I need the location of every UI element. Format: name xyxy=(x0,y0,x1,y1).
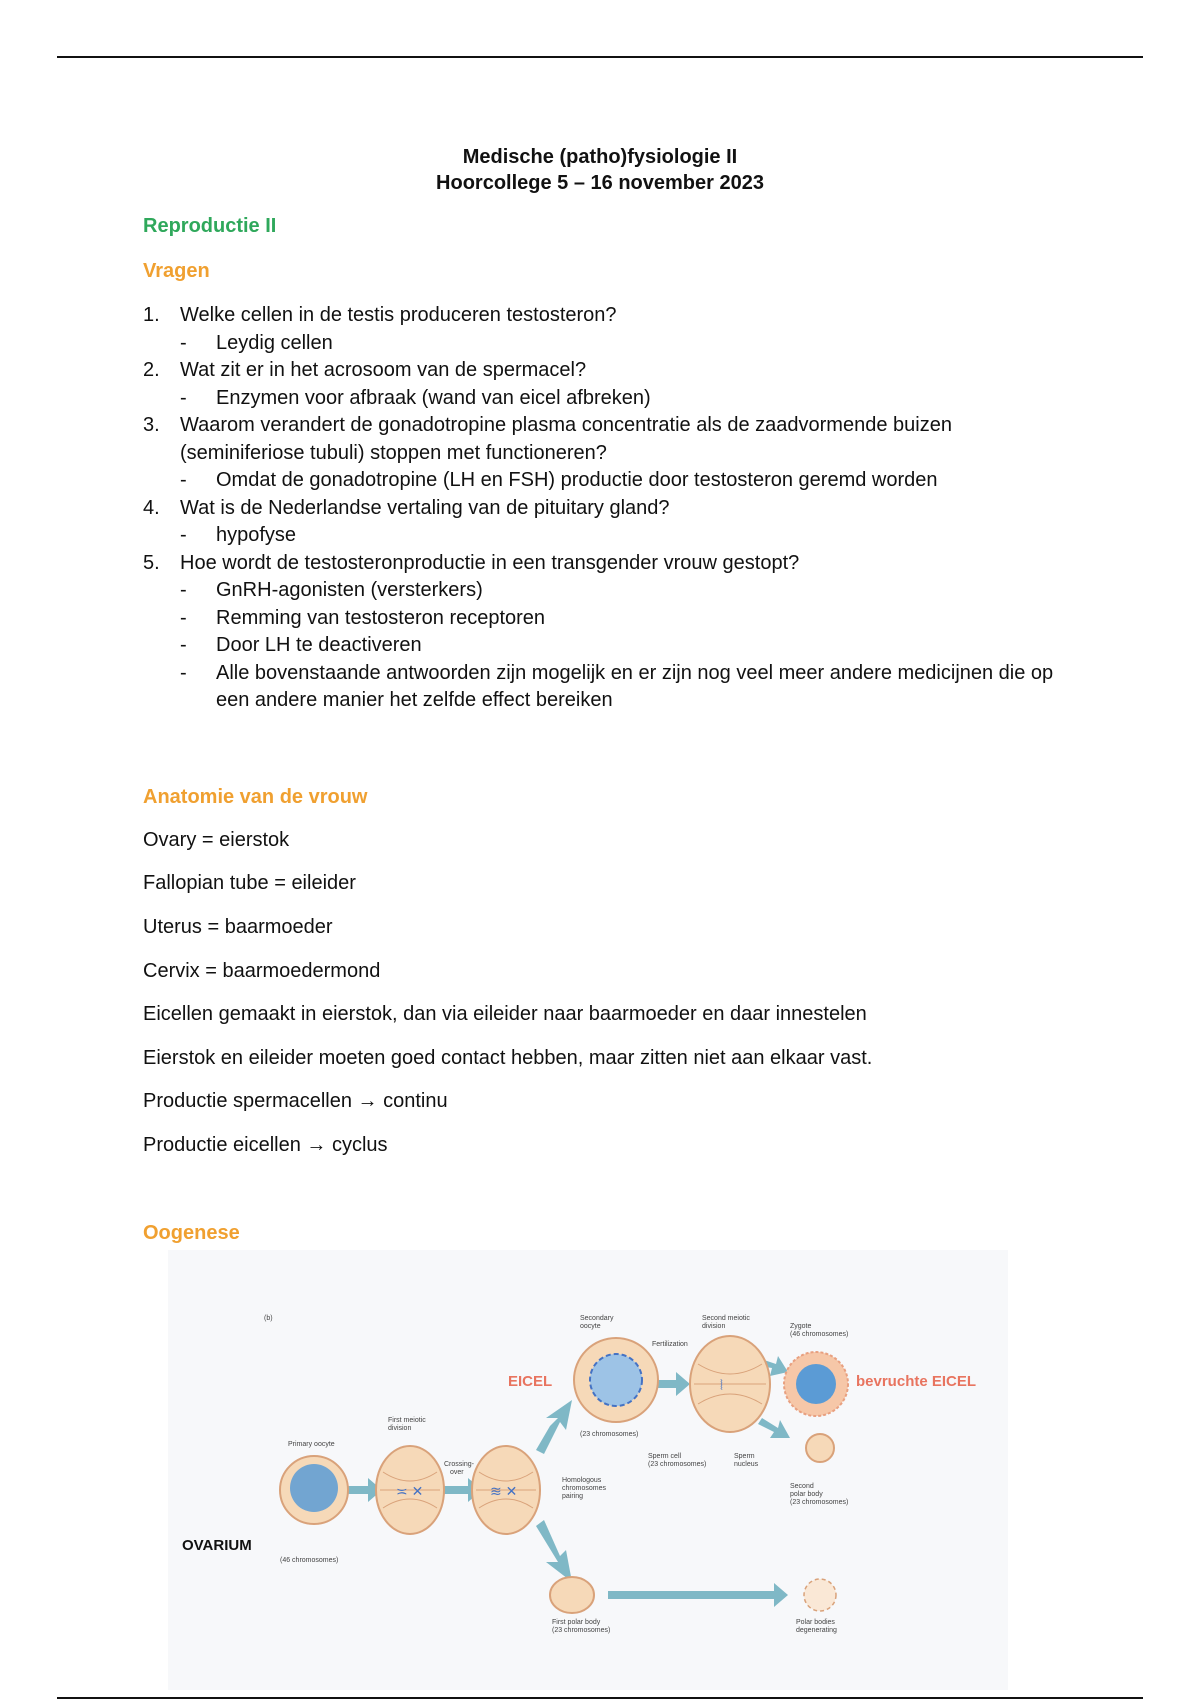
question-text: Waarom verandert de gonadotropine plasma concentratie als de zaadvormende buizen (seminiferiose tubuli) stoppen met functioneren? xyxy=(180,414,952,464)
answer-bullet: - xyxy=(180,634,187,656)
second-polar-label-2: polar body xyxy=(790,1491,823,1498)
answer-text: hypofyse xyxy=(216,524,297,546)
primary-oocyte-nucleus xyxy=(290,1464,338,1512)
first-polar-label-2: (23 chromosomes) xyxy=(552,1627,611,1634)
answer-text: Leydig cellen xyxy=(216,331,333,354)
title-line-1: Medische (patho)fysiologie II xyxy=(462,146,738,168)
sperm-cell-label-2: (23 chromosomes) xyxy=(648,1461,707,1468)
homologous-label-1: Homologous xyxy=(562,1477,602,1484)
answer-bullet: - xyxy=(180,386,187,409)
anatomy-line: Cervix = baarmoedermond xyxy=(143,960,381,982)
chromosomes-1: ≍ ✕ xyxy=(396,1483,424,1499)
anatomy-line: Eierstok en eileider moeten goed contact hebben, maar zitten niet aan elkaar vast. xyxy=(143,1047,873,1069)
answer-item xyxy=(143,330,1063,358)
answer-bullet: - xyxy=(180,469,187,491)
second-polar-body xyxy=(806,1434,834,1462)
question-text: Wat is de Nederlandse vertaling van de pituitary gland? xyxy=(180,496,670,519)
sperm-cell-label-1: Sperm cell xyxy=(648,1453,682,1460)
anatomy-line: Uterus = baarmoeder xyxy=(143,916,333,938)
zygote-label-2: (46 chromosomes) xyxy=(790,1331,849,1338)
question-number: 2. xyxy=(143,359,160,381)
second-meiotic-label-2: division xyxy=(702,1323,726,1330)
question-number: 3. xyxy=(143,414,160,436)
question-number: 5. xyxy=(143,551,160,574)
question-item xyxy=(143,357,1063,385)
answer-bullet: - xyxy=(180,606,187,629)
answer-text: GnRH-agonisten (versterkers) xyxy=(216,579,483,601)
answer-text: Enzymen voor afbraak (wand van eicel afbreken) xyxy=(216,386,651,409)
question-text: Wat zit er in het acrosoom van de spermacel? xyxy=(180,359,587,381)
answer-text: Alle bovenstaande antwoorden zijn mogelijk en er zijn nog veel meer andere medicijnen die op een andere manier het zelfde effect bereiken xyxy=(216,661,1054,711)
section-heading-oogenese: Oogenese xyxy=(143,1222,240,1244)
crossing-label-2: over xyxy=(450,1469,464,1476)
answer-text: Remming van testosteron receptoren xyxy=(216,606,546,629)
secondary-oocyte-nucleus xyxy=(590,1354,642,1406)
question-item xyxy=(143,412,1063,467)
question-number: 4. xyxy=(143,496,160,519)
chromosomes-2: ≋ ✕ xyxy=(490,1483,518,1499)
question-item xyxy=(143,302,1063,330)
answer-text: Omdat de gonadotropine (LH en FSH) productie door testosteron geremd worden xyxy=(216,469,938,491)
answer-text: Door LH te deactiveren xyxy=(216,634,422,656)
crossing-label-1: Crossing- xyxy=(444,1461,474,1468)
answer-item xyxy=(143,632,1063,660)
primary-oocyte-label: Primary oocyte xyxy=(288,1441,335,1448)
question-number: 1. xyxy=(143,304,160,326)
answer-bullet: - xyxy=(180,579,187,601)
second-polar-label-3: (23 chromosomes) xyxy=(790,1499,849,1506)
question-text: Hoe wordt de testosteronproductie in een transgender vrouw gestopt? xyxy=(180,551,800,574)
question-text: Welke cellen in de testis produceren testosteron? xyxy=(180,304,617,326)
anatomy-line: Fallopian tube = eileider xyxy=(143,872,356,894)
answer-bullet: - xyxy=(180,331,187,354)
oogenesis-svg xyxy=(168,1250,1008,1690)
sperm-nucleus-label-2: nucleus xyxy=(734,1461,759,1468)
answer-item xyxy=(143,467,1063,495)
first-polar-label-1: First polar body xyxy=(552,1619,601,1626)
secondary-chromo-label: (23 chromosomes) xyxy=(580,1431,639,1438)
homologous-label-3: pairing xyxy=(562,1493,584,1500)
answer-item xyxy=(143,522,1063,550)
answer-item xyxy=(143,660,1063,715)
eicel-label: EICEL xyxy=(508,1373,553,1390)
polar-deg-label-1: Polar bodies xyxy=(796,1619,835,1626)
chromo46-label: (46 chromosomes) xyxy=(280,1557,339,1564)
ovarium-label: OVARIUM xyxy=(182,1537,252,1554)
answer-item xyxy=(143,577,1063,605)
chromosomes-3: ⦚ xyxy=(720,1377,723,1393)
section-heading-vragen: Vragen xyxy=(143,260,210,282)
anatomy-line: Productie spermacellen → continu xyxy=(143,1090,448,1112)
secondary-label-1: Secondary xyxy=(580,1315,614,1322)
panel-label: (b) xyxy=(264,1315,273,1322)
homologous-label-2: chromosomes xyxy=(562,1485,606,1492)
secondary-label-2: oocyte xyxy=(580,1323,601,1330)
polar-bodies-degenerating xyxy=(804,1579,836,1611)
section-heading-anatomie: Anatomie van de vrouw xyxy=(143,786,368,808)
bevruchte-eicel-label: bevruchte EICEL xyxy=(856,1373,977,1390)
answer-bullet: - xyxy=(180,661,187,684)
answer-item xyxy=(143,605,1063,633)
section-heading-reproductie: Reproductie II xyxy=(143,215,277,237)
second-polar-label-1: Second xyxy=(790,1483,814,1490)
question-item xyxy=(143,550,1063,578)
answer-bullet: - xyxy=(180,524,187,546)
top-rule xyxy=(57,56,1143,58)
bottom-rule xyxy=(57,1697,1143,1699)
question-item xyxy=(143,495,1063,523)
first-meiotic-label-1: First meiotic xyxy=(388,1417,426,1424)
polar-deg-label-2: degenerating xyxy=(796,1627,837,1634)
answer-item xyxy=(143,385,1063,413)
oogenesis-diagram xyxy=(168,1250,1008,1690)
anatomy-line: Eicellen gemaakt in eierstok, dan via eileider naar baarmoeder en daar innestelen xyxy=(143,1003,867,1025)
sperm-nucleus-label-1: Sperm xyxy=(734,1453,755,1460)
zygote-label-1: Zygote xyxy=(790,1323,812,1330)
title-line-2: Hoorcollege 5 – 16 november 2023 xyxy=(436,172,764,194)
first-meiotic-label-2: division xyxy=(388,1425,412,1432)
anatomy-line: Productie eicellen → cyclus xyxy=(143,1134,388,1156)
second-meiotic-label-1: Second meiotic xyxy=(702,1315,750,1322)
zygote-nucleus xyxy=(796,1364,836,1404)
document-title xyxy=(0,144,1200,196)
question-list xyxy=(143,302,1063,715)
anatomy-line: Ovary = eierstok xyxy=(143,829,290,851)
first-polar-body xyxy=(550,1577,594,1613)
fertilization-label: Fertilization xyxy=(652,1341,688,1348)
